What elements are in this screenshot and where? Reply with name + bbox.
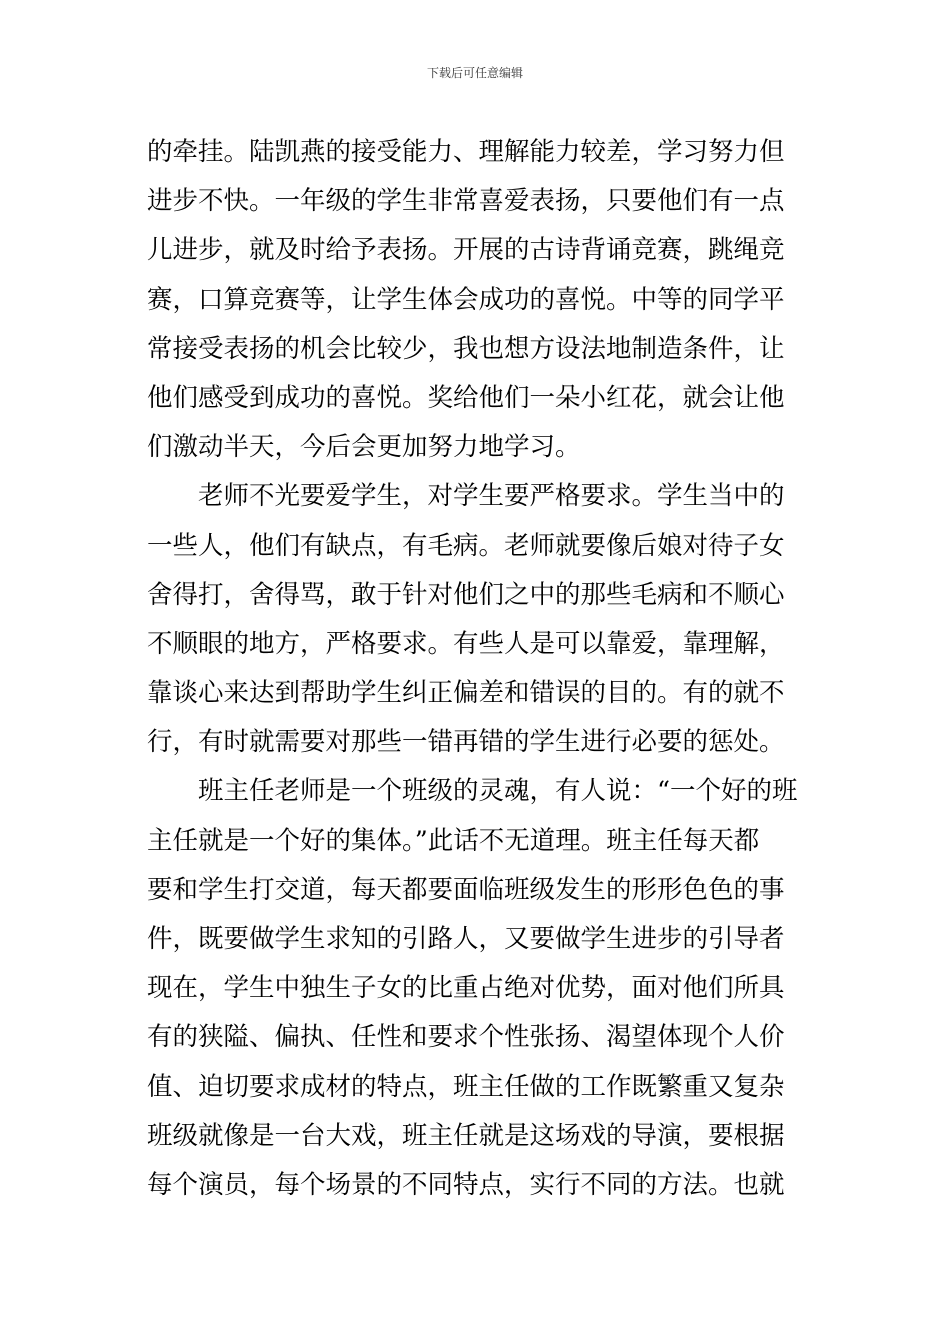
text-line: 儿进步，就及时给予表扬。开展的古诗背诵竞赛，跳绳竞: [147, 235, 785, 266]
text-line: 行，有时就需要对那些一错再错的学生进行必要的惩处。: [147, 727, 785, 758]
page-header: 下载后可任意编辑: [426, 66, 523, 80]
text-line: 值、迫切要求成材的特点，班主任做的工作既繁重又复杂: [147, 1071, 785, 1102]
text-line: 不顺眼的地方，严格要求。有些人是可以靠爱，靠理解，: [147, 628, 785, 659]
paragraph-start-line: 老师不光要爱学生，对学生要严格要求。学生当中的: [198, 481, 785, 512]
text-line: 舍得打，舍得骂，敢于针对他们之中的那些毛病和不顺心: [147, 579, 785, 610]
text-line: 班级就像是一台大戏，班主任就是这场戏的导演，要根据: [147, 1120, 785, 1151]
text-line: 主任就是一个好的集体。”此话不无道理。班主任每天都: [147, 825, 760, 856]
text-line: 进步不快。一年级的学生非常喜爱表扬，只要他们有一点: [147, 186, 785, 217]
text-line: 现在，学生中独生子女的比重占绝对优势，面对他们所具: [147, 973, 785, 1004]
text-line: 要和学生打交道，每天都要面临班级发生的形形色色的事: [147, 874, 785, 905]
text-line: 有的狭隘、偏执、任性和要求个性张扬、渴望体现个人价: [147, 1022, 785, 1053]
paragraph-start-line: 班主任老师是一个班级的灵魂，有人说：“一个好的班: [198, 776, 798, 807]
text-line: 一些人，他们有缺点，有毛病。老师就要像后娘对待子女: [147, 530, 785, 561]
text-line: 他们感受到成功的喜悦。奖给他们一朵小红花，就会让他: [147, 382, 785, 413]
text-line: 每个演员，每个场景的不同特点，实行不同的方法。也就: [147, 1169, 785, 1200]
text-line: 常接受表扬的机会比较少，我也想方设法地制造条件，让: [147, 333, 785, 364]
text-line: 的牵挂。陆凯燕的接受能力、理解能力较差，学习努力但: [147, 137, 785, 167]
document-body: [147, 128, 807, 1210]
text-line: 件，既要做学生求知的引路人，又要做学生进步的引导者: [147, 924, 785, 954]
text-line: 靠谈心来达到帮助学生纠正偏差和错误的目的。有的就不: [147, 678, 785, 709]
text-line: 们激动半天，今后会更加努力地学习。: [147, 432, 581, 463]
text-line: 赛，口算竞赛等，让学生体会成功的喜悦。中等的同学平: [147, 284, 785, 315]
